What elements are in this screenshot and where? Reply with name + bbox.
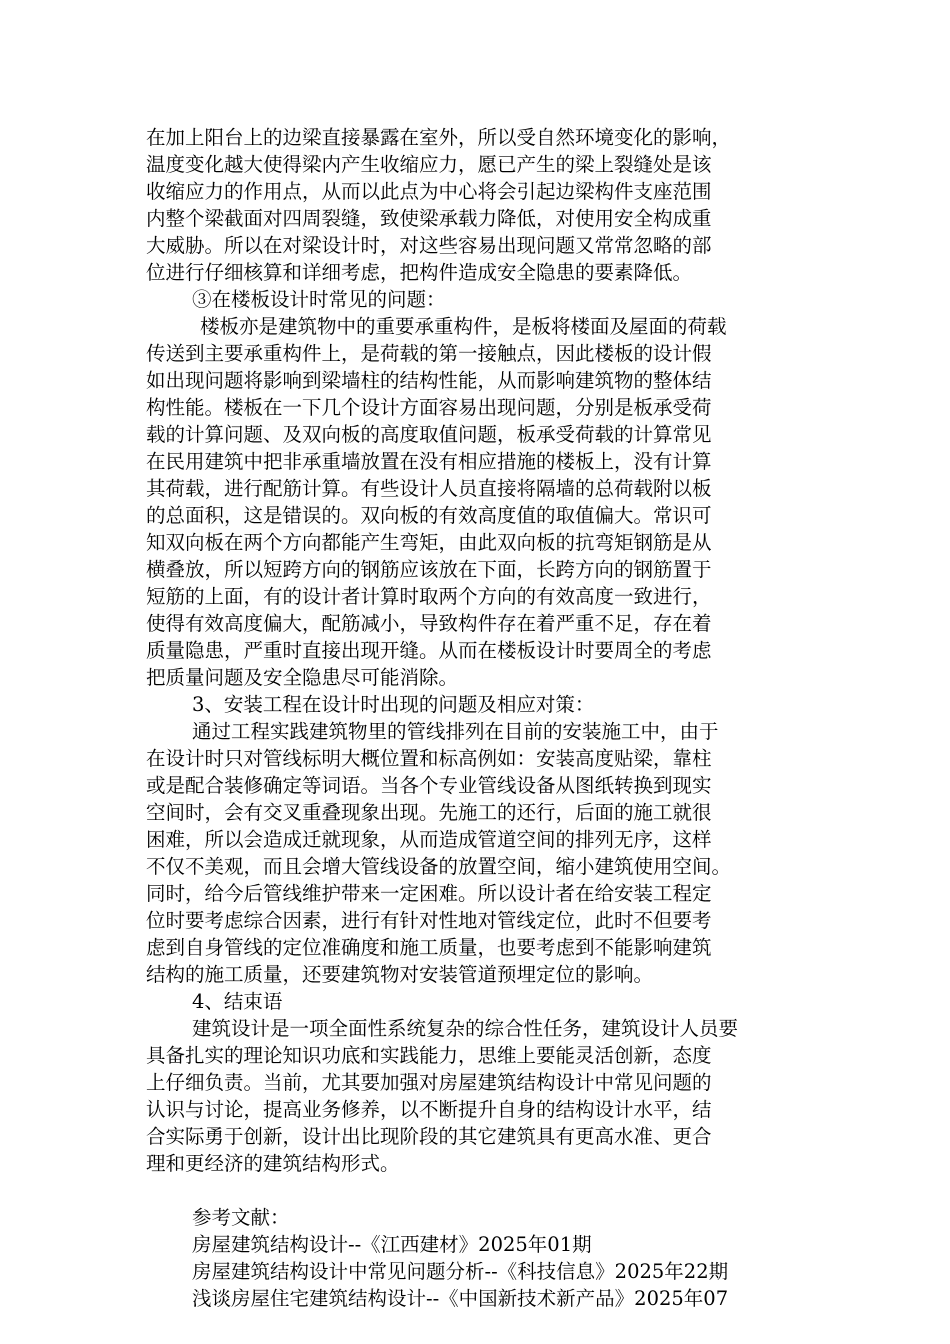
text-line: 认识与讨论，提高业务修养，以不断提升自身的结构设计水平，结 bbox=[146, 1098, 712, 1121]
text-line: 在加上阳台上的边梁直接暴露在室外，所以受自然环境变化的影响， bbox=[146, 126, 732, 149]
text-line: 传送到主要承重构件上，是荷载的第一接触点，因此楼板的设计假 bbox=[146, 342, 712, 365]
text-line: 同时，给今后管线维护带来一定困难。所以设计者在给安装工程定 bbox=[146, 882, 712, 905]
text-line: 载的计算问题、及双向板的高度取值问题，板承受荷载的计算常见 bbox=[146, 423, 712, 446]
references-title: 参考文献： bbox=[192, 1206, 290, 1229]
text-line: 空间时，会有交叉重叠现象出现。先施工的还行，后面的施工就很 bbox=[146, 801, 712, 824]
text-line: 在设计时只对管线标明大概位置和标高例如：安装高度贴梁，靠柱 bbox=[146, 747, 712, 770]
text-line: 如出现问题将影响到梁墙柱的结构性能，从而影响建筑物的整体结 bbox=[146, 369, 712, 392]
text-line: 位进行仔细核算和详细考虑，把构件造成安全隐患的要素降低。 bbox=[146, 261, 693, 284]
text-line: 使得有效高度偏大，配筋减小，导致构件存在着严重不足，存在着 bbox=[146, 612, 712, 635]
paragraph-beam-exposure bbox=[146, 124, 808, 286]
text-line: 理和更经济的建筑结构形式。 bbox=[146, 1152, 400, 1175]
text-line: 楼板亦是建筑物中的重要承重构件，是板将楼面及屋面的荷载 bbox=[200, 315, 727, 338]
reference-item: 房屋建筑结构设计中常见问题分析--《科技信息》2025年22期 bbox=[192, 1260, 729, 1283]
text-line: 温度变化越大使得梁内产生收缩应力，愿已产生的梁上裂缝处是该 bbox=[146, 153, 712, 176]
text-line: 收缩应力的作用点，从而以此点为中心将会引起边梁构件支座范围 bbox=[146, 180, 712, 203]
text-line: 的总面积，这是错误的。双向板的有效高度值的取值偏大。常识可 bbox=[146, 504, 712, 527]
text-line: 质量隐患，严重时直接出现开缝。从而在楼板设计时要周全的考虑 bbox=[146, 639, 712, 662]
heading-slab-design-issues: ③在楼板设计时常见的问题： bbox=[192, 288, 446, 311]
paragraph-conclusion bbox=[146, 1015, 808, 1177]
text-line: 构性能。楼板在一下几个设计方面容易出现问题，分别是板承受荷 bbox=[146, 396, 712, 419]
text-line: 在民用建筑中把非承重墙放置在没有相应措施的楼板上，没有计算 bbox=[146, 450, 712, 473]
text-line: 上仔细负责。当前，尤其要加强对房屋建筑结构设计中常见问题的 bbox=[146, 1071, 712, 1094]
text-line: 短筋的上面，有的设计者计算时取两个方向的有效高度一致进行， bbox=[146, 585, 712, 608]
text-line: 合实际勇于创新，设计出比现阶段的其它建筑具有更高水准、更合 bbox=[146, 1125, 712, 1148]
text-line: 建筑设计是一项全面性系统复杂的综合性任务，建筑设计人员要 bbox=[192, 1017, 739, 1040]
text-line: 内整个梁截面对四周裂缝，致使梁承载力降低，对使用安全构成重 bbox=[146, 207, 712, 230]
text-line: 困难，所以会造成迁就现象，从而造成管道空间的排列无序，这样 bbox=[146, 828, 712, 851]
reference-item: 房屋建筑结构设计--《江西建材》2025年01期 bbox=[192, 1233, 592, 1256]
text-line: 虑到自身管线的定位准确度和施工质量，也要考虑到不能影响建筑 bbox=[146, 936, 712, 959]
reference-item: 浅谈房屋住宅建筑结构设计--《中国新技术新产品》2025年07 bbox=[192, 1287, 729, 1310]
text-line: 结构的施工质量，还要建筑物对安装管道预埋定位的影响。 bbox=[146, 963, 654, 986]
text-line: 把质量问题及安全隐患尽可能消除。 bbox=[146, 666, 459, 689]
text-line: 或是配合装修确定等词语。当各个专业管线设备从图纸转换到现实 bbox=[146, 774, 712, 797]
references-list bbox=[146, 1231, 808, 1312]
document-page bbox=[146, 124, 808, 1312]
text-line: 其荷载，进行配筋计算。有些设计人员直接将隔墙的总荷载附以板 bbox=[146, 477, 712, 500]
heading-installation-engineering: 3、安装工程在设计时出现的问题及相应对策： bbox=[192, 693, 595, 716]
text-line: 知双向板在两个方向都能产生弯矩，由此双向板的抗弯矩钢筋是从 bbox=[146, 531, 712, 554]
paragraph-installation bbox=[146, 718, 808, 988]
text-line: 横叠放，所以短跨方向的钢筋应该放在下面，长跨方向的钢筋置于 bbox=[146, 558, 712, 581]
heading-conclusion: 4、结束语 bbox=[192, 990, 283, 1013]
text-line: 通过工程实践建筑物里的管线排列在目前的安装施工中，由于 bbox=[192, 720, 719, 743]
text-line: 具备扎实的理论知识功底和实践能力，思维上要能灵活创新，态度 bbox=[146, 1044, 712, 1067]
spacer bbox=[146, 1177, 808, 1204]
text-line: 不仅不美观，而且会增大管线设备的放置空间，缩小建筑使用空间。 bbox=[146, 855, 732, 878]
paragraph-slab bbox=[146, 313, 808, 691]
text-line: 位时要考虑综合因素，进行有针对性地对管线定位，此时不但要考 bbox=[146, 909, 712, 932]
text-line: 大威胁。所以在对梁设计时，对这些容易出现问题又常常忽略的部 bbox=[146, 234, 712, 257]
